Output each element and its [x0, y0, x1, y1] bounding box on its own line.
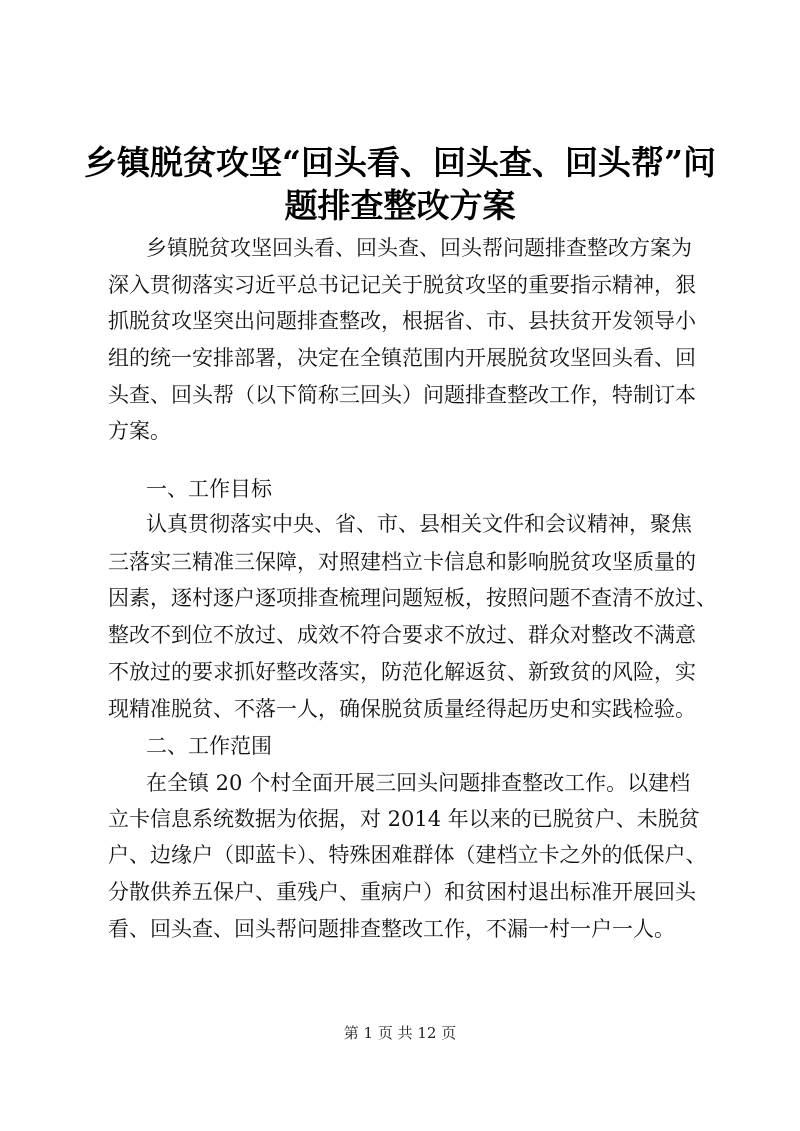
paragraph-line: 认真贯彻落实中央、省、市、县相关文件和会议精神，聚焦 [146, 512, 692, 536]
paragraph-line: 因素，逐村逐户逐项排查梳理问题短板，按照问题不查清不放过、 [108, 586, 717, 610]
paragraph-line: 头查、回头帮（以下简称三回头）问题排查整改工作，特制订本 [108, 383, 696, 407]
paragraph-line: 分散供养五保户、重残户、重病户）和贫困村退出标准开展回头 [108, 880, 696, 904]
paragraph-line: 不放过的要求抓好整改落实，防范化解返贫、新致贫的风险，实 [108, 660, 696, 684]
section-heading: 一、工作目标 [146, 477, 272, 501]
paragraph-line: 组的统一安排部署，决定在全镇范围内开展脱贫攻坚回头看、回 [108, 346, 696, 370]
paragraph-line: 抓脱贫攻坚突出问题排查整改，根据省、市、县扶贫开发领导小 [108, 309, 696, 333]
page-number-footer: 第 1 页 共 12 页 [343, 1024, 457, 1042]
paragraph-line: 看、回头查、回头帮问题排查整改工作，不漏一村一户一人。 [108, 917, 675, 941]
paragraph-line: 乡镇脱贫攻坚回头看、回头查、回头帮问题排查整改方案为 [146, 236, 692, 260]
paragraph-line: 现精准脱贫、不落一人，确保脱贫质量经得起历史和实践检验。 [108, 697, 696, 721]
paragraph-line: 立卡信息系统数据为依据，对 2014 年以来的已脱贫户、未脱贫 [108, 807, 700, 831]
paragraph-line: 三落实三精准三保障，对照建档立卡信息和影响脱贫攻坚质量的 [108, 550, 696, 574]
document-title-line-2: 题排查整改方案 [284, 186, 516, 225]
document-title-line-1: 乡镇脱贫攻坚“回头看、回头查、回头帮”问 [84, 143, 716, 182]
paragraph-line: 深入贯彻落实习近平总书记记关于脱贫攻坚的重要指示精神，狠 [108, 273, 696, 297]
paragraph-line: 方案。 [108, 419, 171, 443]
paragraph-line: 在全镇 20 个村全面开展三回头问题排查整改工作。以建档 [146, 771, 691, 795]
section-heading: 二、工作范围 [146, 734, 272, 758]
paragraph-line: 户、边缘户（即蓝卡）、特殊困难群体（建档立卡之外的低保户、 [108, 843, 707, 867]
paragraph-line: 整改不到位不放过、成效不符合要求不放过、群众对整改不满意 [108, 623, 696, 647]
